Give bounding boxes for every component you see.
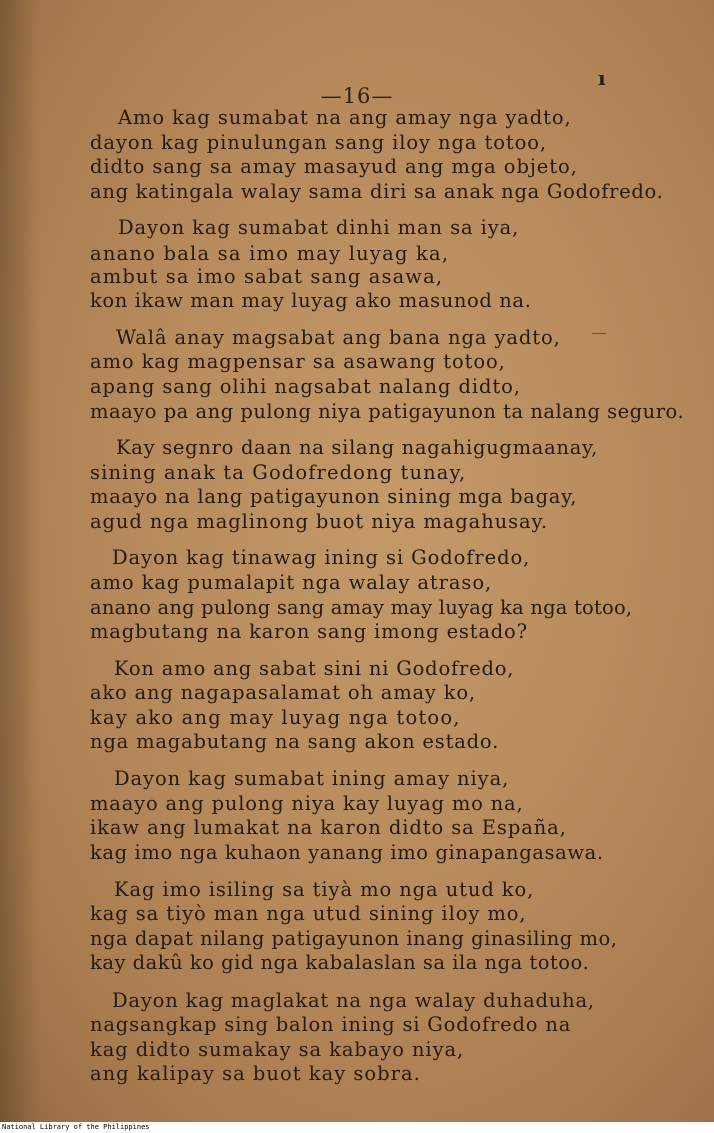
verse-line: Walâ anay magsabat ang bana nga yadto, bbox=[116, 326, 561, 349]
library-credit: National Library of the Philippines bbox=[2, 1123, 150, 1131]
verse-line: ikaw ang lumakat na karon didto sa España, bbox=[90, 816, 567, 839]
verse-line: anano bala sa imo may luyag ka, bbox=[90, 242, 450, 265]
verse-line: maayo pa ang pulong niya patigayunon ta nalang seguro. bbox=[90, 400, 685, 423]
verse-line: kay dakû ko gid nga kabalaslan sa ila nga totoo. bbox=[90, 951, 590, 974]
verse-line: dayon kag pinulungan sang iloy nga totoo, bbox=[90, 131, 547, 154]
verse-line: kon ikaw man may luyag ako masunod na. bbox=[90, 289, 532, 312]
verse-line: didto sang sa amay masayud ang mga objeto, bbox=[90, 155, 578, 178]
verse-line: Dayon kag sumabat ining amay niya, bbox=[114, 767, 510, 790]
verse-line: Kon amo ang sabat sini ni Godofredo, bbox=[114, 657, 515, 680]
verse-line: Dayon kag sumabat dinhi man sa iya, bbox=[118, 216, 520, 239]
verse-line: maayo ang pulong niya kay luyag mo na, bbox=[90, 792, 524, 815]
verse-line: apang sang olihi nagsabat nalang didto, bbox=[90, 375, 521, 398]
corner-mark: ı bbox=[598, 66, 606, 90]
verse-line: ang katingala walay sama diri sa anak nga Godofredo. bbox=[90, 180, 664, 203]
verse-line: kag didto sumakay sa kabayo niya, bbox=[90, 1038, 465, 1061]
verse-line: amo kag magpensar sa asawang totoo, bbox=[90, 350, 506, 373]
verse-line: nagsangkap sing balon ining si Godofredo na bbox=[90, 1013, 572, 1036]
verse-line: Dayon kag maglakat na nga walay duhaduha, bbox=[112, 989, 595, 1012]
verse-line: Dayon kag tinawag ining si Godofredo, bbox=[112, 546, 531, 569]
footer-bar bbox=[0, 1122, 714, 1133]
verse-line: kag imo nga kuhaon yanang imo ginapangasawa. bbox=[90, 841, 604, 864]
verse-line: ang kalipay sa buot kay sobra. bbox=[90, 1062, 421, 1085]
verse-line: Kay segnro daan na silang nagahigugmaanay, bbox=[116, 436, 599, 459]
verse-line: maayo na lang patigayunon sining mga bagay, bbox=[90, 485, 578, 508]
verse-line: nga dapat nilang patigayunon inang ginasiling mo, bbox=[90, 927, 618, 950]
verse-line: kag sa tiyò man nga utud sining iloy mo, bbox=[90, 902, 527, 925]
verse-line: magbutang na karon sang imong estado? bbox=[90, 620, 528, 643]
verse-line: ako ang nagapasalamat oh amay ko, bbox=[90, 681, 476, 704]
verse-line: ambut sa imo sabat sang asawa, bbox=[90, 265, 444, 288]
verse-line: nga magabutang na sang akon estado. bbox=[90, 730, 500, 753]
verse-line: Kag imo isiling sa tiyà mo nga utud ko, bbox=[114, 878, 535, 901]
verse-line: agud nga maglinong buot niya magahusay. bbox=[90, 510, 548, 533]
verse-line: Amo kag sumabat na ang amay nga yadto, bbox=[118, 106, 572, 129]
verse-line: sining anak ta Godofredong tunay, bbox=[90, 461, 467, 484]
verse-line: anano ang pulong sang amay may luyag ka nga totoo, bbox=[90, 596, 633, 619]
verse-line: amo kag pumalapit nga walay atraso, bbox=[90, 571, 493, 594]
margin-dash bbox=[592, 333, 606, 334]
page-number: —16— bbox=[320, 84, 394, 108]
verse-line: kay ako ang may luyag nga totoo, bbox=[90, 706, 461, 729]
